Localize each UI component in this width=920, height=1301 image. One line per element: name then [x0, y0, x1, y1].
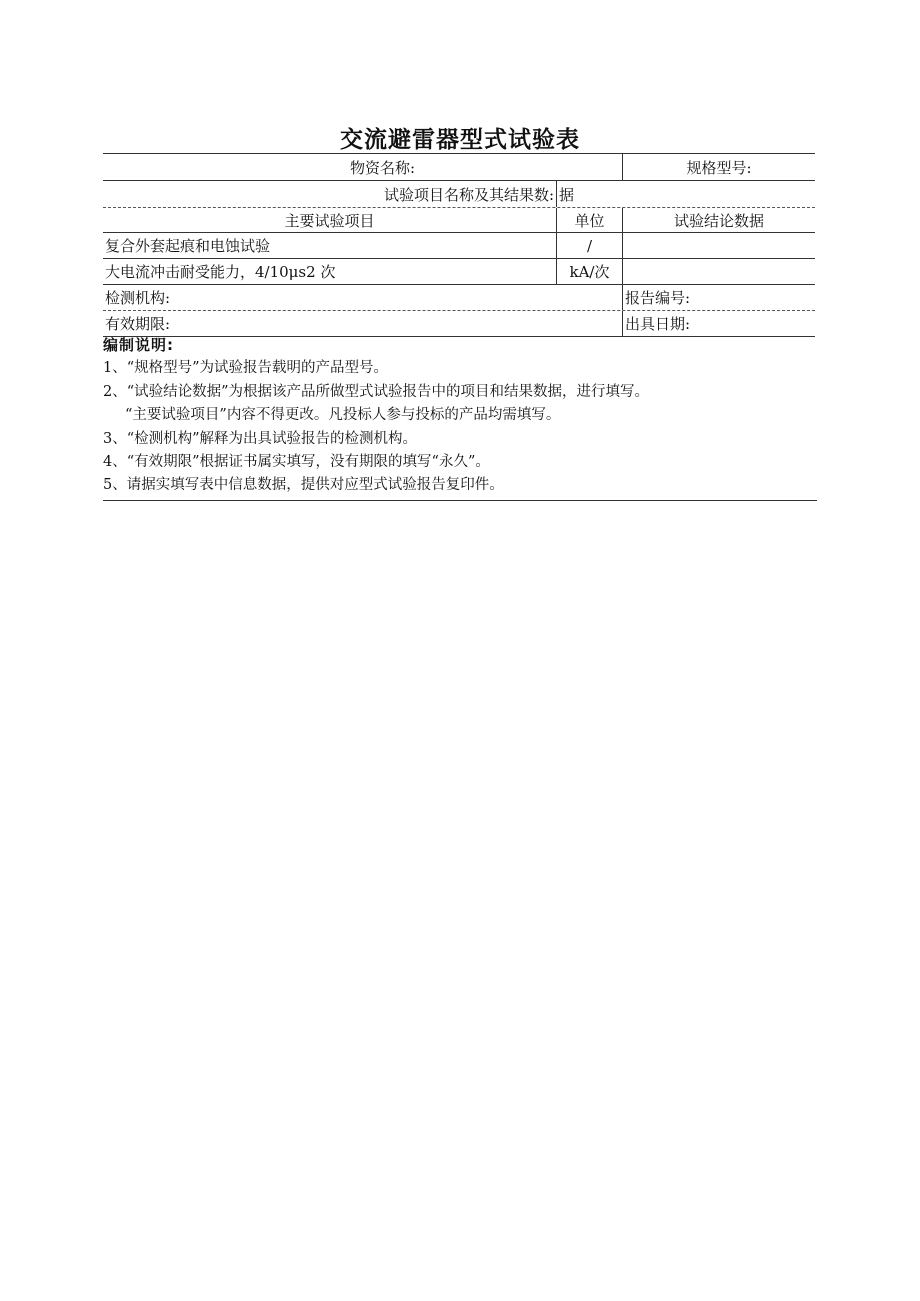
unit-cell — [556, 259, 622, 284]
notes-section — [103, 334, 817, 501]
material-name-label: 物资名称: — [349, 158, 416, 177]
col-header-unit — [556, 208, 622, 232]
row-test-items-header — [103, 180, 815, 207]
page-title: 交流避雷器型式试验表 — [340, 127, 580, 153]
spec-model-label: 规格型号: — [686, 158, 752, 177]
item-cell — [103, 233, 556, 258]
note-line: 5、请据实填写表中信息数据，提供对应型式试验报告复印件。 — [103, 477, 504, 494]
result-input-cell[interactable] — [622, 259, 815, 284]
unit-header: 单位 — [574, 211, 605, 230]
unit-cell — [556, 233, 622, 258]
col-header-main-item — [103, 208, 556, 232]
item-text: 复合外套起痕和电蚀试验 — [105, 237, 271, 255]
issue-date-cell[interactable] — [622, 311, 815, 336]
validity-cell[interactable] — [103, 311, 622, 336]
item-text: 大电流冲击耐受能力，4/10μs2 次 — [105, 263, 336, 281]
row-column-headers — [103, 207, 815, 232]
test-items-header-suffix: 据 — [559, 185, 575, 204]
report-number-cell[interactable] — [622, 285, 815, 310]
material-name-cell[interactable] — [103, 154, 622, 180]
note-line: 3、“检测机构”解释为出具试验报告的检测机构。 — [103, 430, 418, 447]
validity-label: 有效期限: — [105, 315, 171, 333]
row-material-spec — [103, 153, 815, 180]
result-input-cell[interactable] — [622, 233, 815, 258]
note-line: 2、“试验结论数据”为根据该产品所做型式试验报告中的项目和结果数据，进行填写。 — [103, 383, 650, 400]
spec-model-cell[interactable] — [622, 154, 815, 180]
row-validity-date — [103, 310, 815, 336]
testing-agency-cell[interactable] — [103, 285, 622, 310]
unit-text: / — [586, 236, 593, 255]
issue-date-label: 出具日期: — [625, 315, 691, 333]
test-form — [103, 153, 815, 337]
notes-heading: 编制说明: — [103, 336, 174, 354]
row-agency-report — [103, 284, 815, 310]
item-cell — [103, 259, 556, 284]
note-line: “主要试验项目”内容不得更改。凡投标人参与投标的产品均需填写。 — [125, 407, 561, 424]
col-header-result — [622, 208, 815, 232]
testing-agency-label: 检测机构: — [105, 289, 171, 307]
notes-bottom-rule — [103, 500, 817, 501]
test-items-header-cell — [103, 181, 556, 207]
unit-text: kA/次 — [569, 263, 610, 281]
test-items-header-label: 试验项目名称及其结果数: — [383, 185, 554, 204]
main-item-header: 主要试验项目 — [284, 211, 375, 230]
result-header: 试验结论数据 — [673, 211, 764, 230]
test-items-header-cont — [556, 181, 815, 207]
note-line: 1、“规格型号”为试验报告载明的产品型号。 — [103, 360, 389, 377]
table-row — [103, 232, 815, 258]
table-row — [103, 258, 815, 284]
report-number-label: 报告编号: — [625, 289, 691, 307]
note-line: 4、“有效期限”根据证书属实填写，没有期限的填写“永久”。 — [103, 454, 490, 471]
